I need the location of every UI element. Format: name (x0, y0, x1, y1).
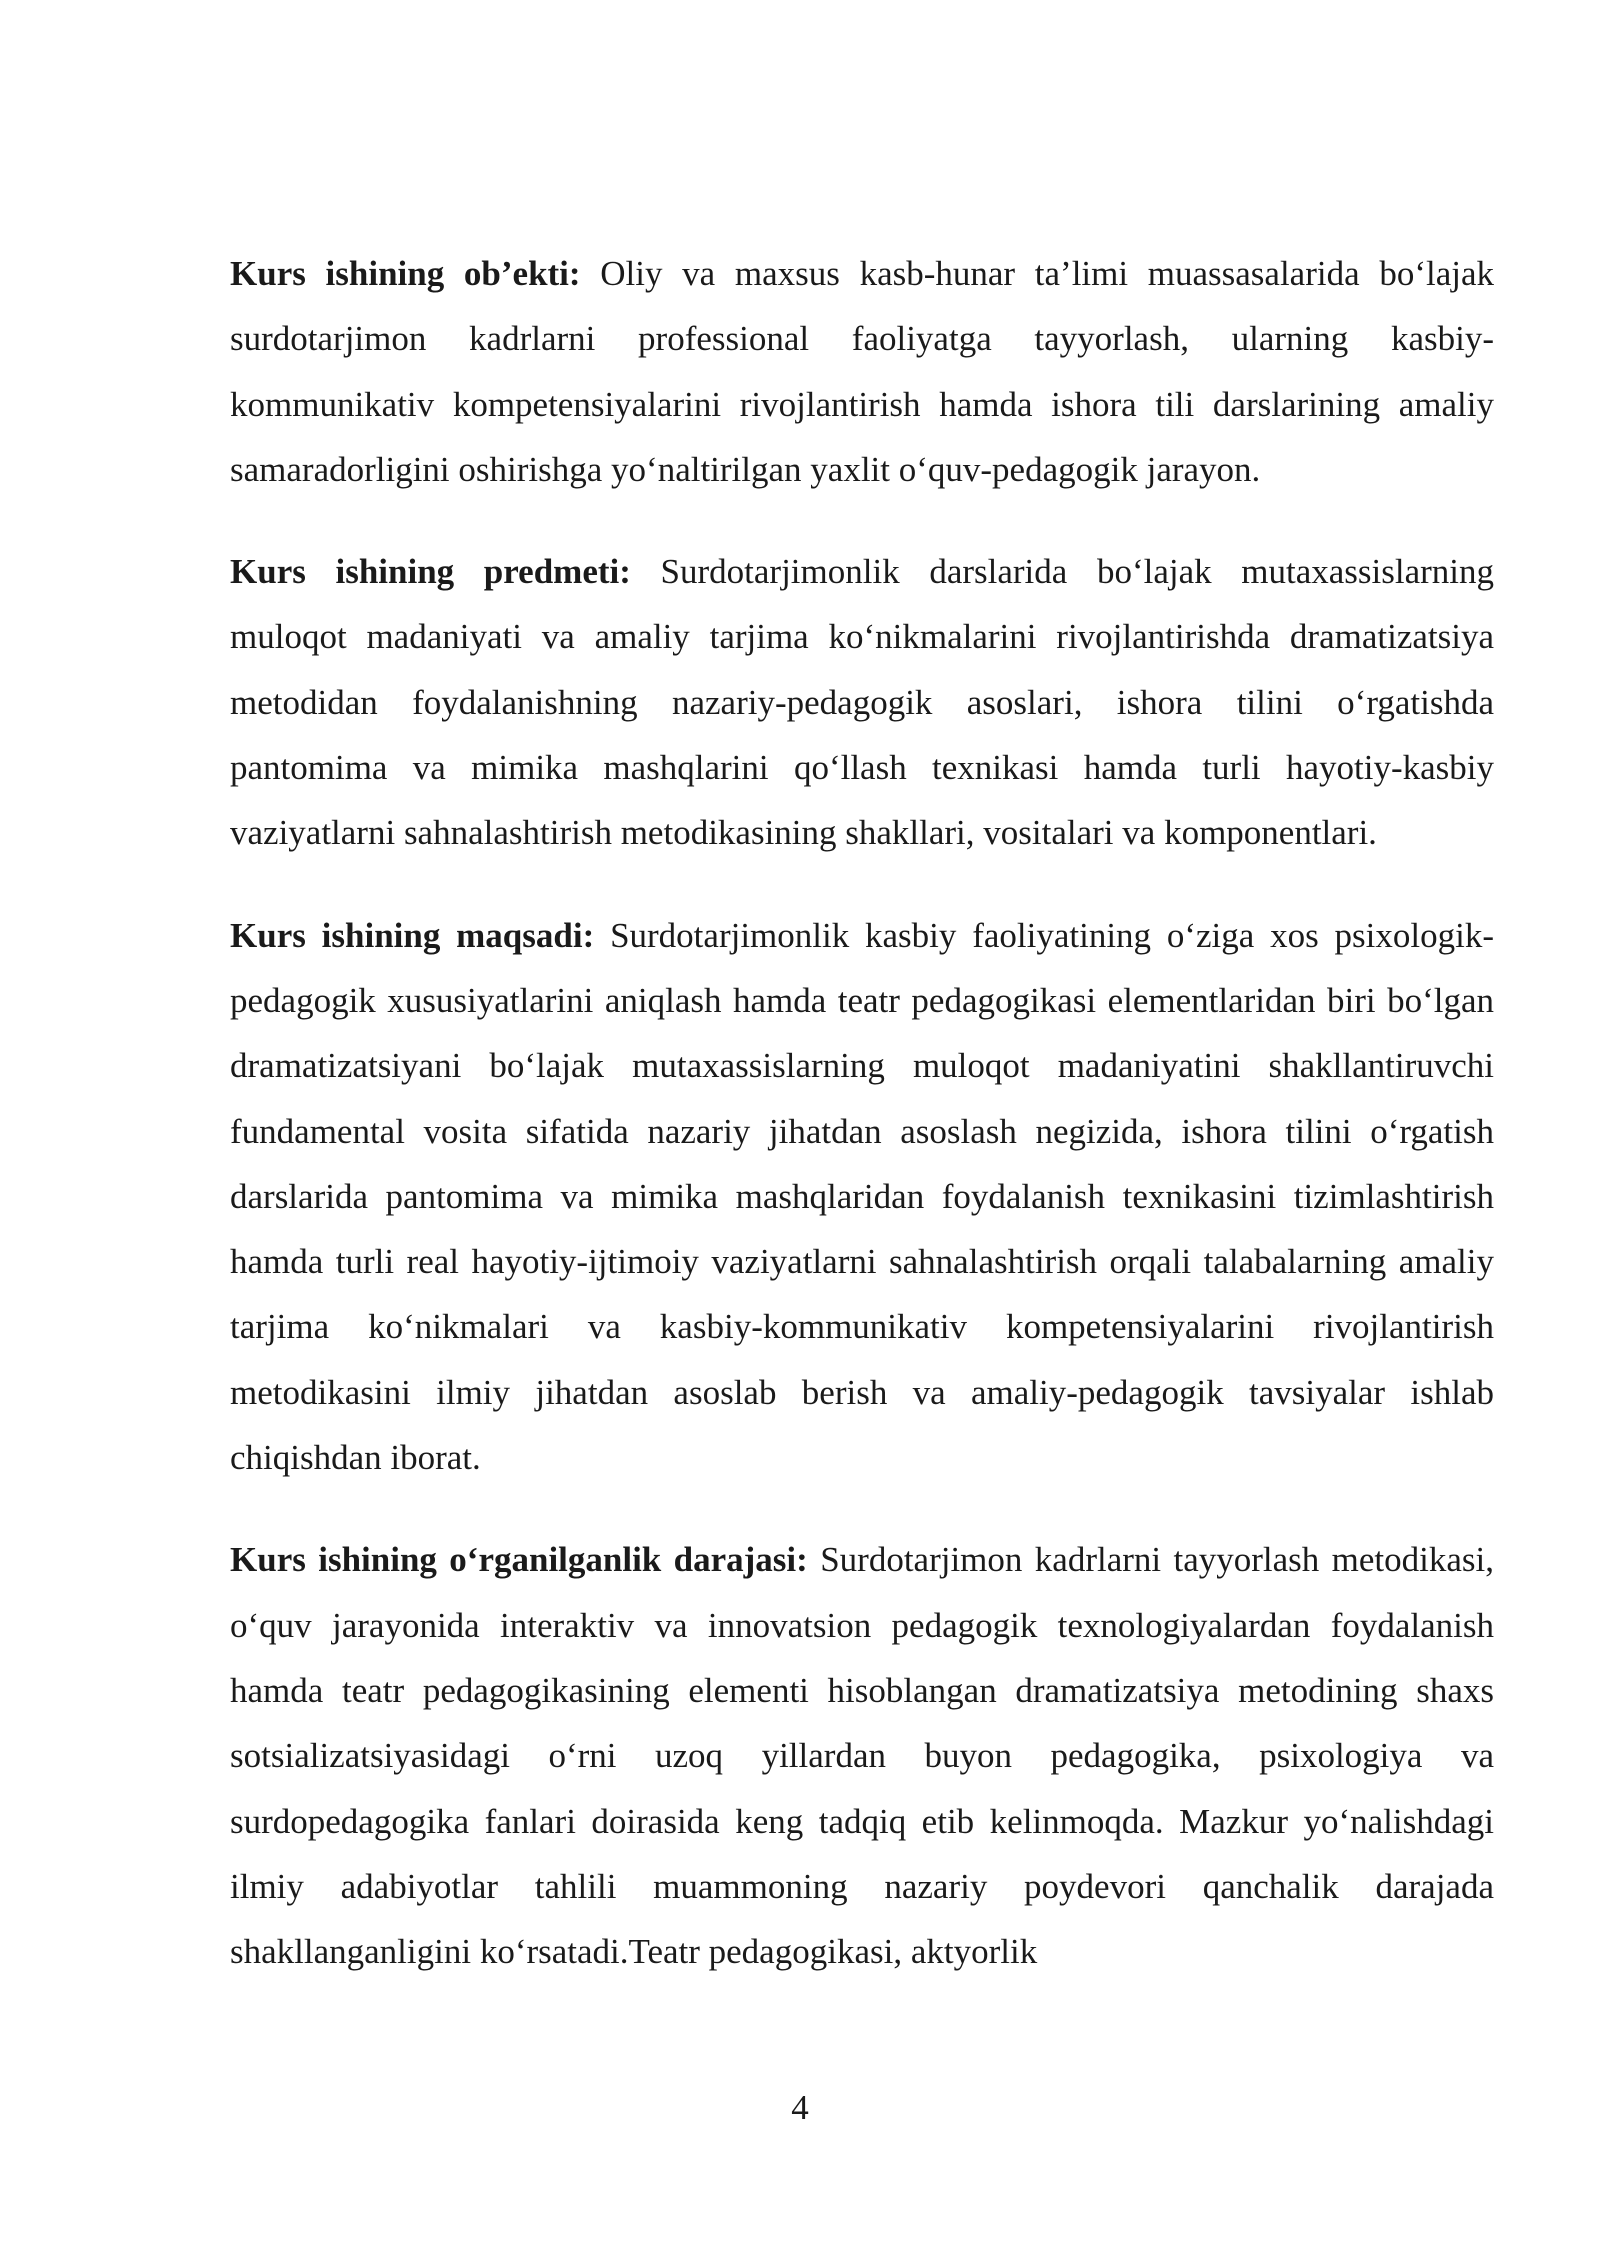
paragraph-text: Oliy va maxsus kasb-hunar ta’limi muassasalarida bo‘lajak surdotarjimon kadrlarni professional faoliyatga tayyorlash, ularning kasbiy-kommunikativ kompetensiyalarini rivojlantirish hamda ishora tili darslarining amaliy samaradorligini oshirishga yo‘naltirilgan yaxlit o‘quv-pedagogik jarayon. (230, 254, 1494, 489)
paragraph-heading: Kurs ishining ob’ekti: (230, 254, 581, 293)
page-number: 4 (791, 2088, 809, 2127)
paragraph-heading: Kurs ishining o‘rganilganlik darajasi: (230, 1540, 808, 1580)
paragraph-text: Surdotarjimonlik darslarida bo‘lajak mutaxassislarning muloqot madaniyati va amaliy tarjima ko‘nikmalarini rivojlantirishda dramatizatsiya metodidan foydalanishning nazariy-pedagogik asoslari, ishora tilini o‘rgatishda pantomima va mimika mashqlarini qo‘llash texnikasi hamda turli hayotiy-kasbiy vaziyatlarni sahnalashtirish metodikasining shakllari, vositalari va komponentlari. (230, 552, 1494, 853)
paragraph-text: Surdotarjimon kadrlarni tayyorlash metodikasi, o‘quv jarayonida interaktiv va innovatsion pedagogik texnologiyalardan foydalanish hamda teatr pedagogikasining elementi hisoblangan dramatizatsiya metodining shaxs sotsializatsiyasidagi o‘rni uzoq yillardan buyon pedagogika, psixologiya va surdopedagogika fanlari doirasida keng tadqiq etib kelinmoqda. Mazkur yo‘nalishdagi ilmiy adabiyotlar tahlili muammoning nazariy poydevori qanchalik darajada shakllanganligini ko‘rsatadi.Teatr pedagogikasi, aktyorlik (230, 1540, 1495, 1972)
paragraph-study-level (230, 1527, 1494, 1984)
paragraph-heading: Kurs ishining predmeti: (230, 552, 631, 592)
paragraph-heading: Kurs ishining maqsadi: (230, 915, 595, 955)
page-body (230, 241, 1494, 2021)
paragraph-subject (230, 539, 1494, 865)
paragraph-object (230, 241, 1494, 502)
paragraph-text: Surdotarjimonlik kasbiy faoliyatining o‘ziga xos psixologik-pedagogik xususiyatlarini aniqlash hamda teatr pedagogikasi elementlaridan biri bo‘lgan dramatizatsiyani bo‘lajak mutaxassislarning muloqot madaniyatini shakllantiruvchi fundamental vosita sifatida nazariy jihatdan asoslash negizida, ishora tilini o‘rgatish darslarida pantomima va mimika mashqlaridan foydalanish texnikasini tizimlashtirish hamda turli real hayotiy-ijtimoiy vaziyatlarni sahnalashtirish orqali talabalarning amaliy tarjima ko‘nikmalari va kasbiy-kommunikativ kompetensiyalarini rivojlantirish metodikasini ilmiy jihatdan asoslab berish va amaliy-pedagogik tavsiyalar ishlab chiqishdan iborat. (230, 915, 1495, 1478)
paragraph-goal (230, 903, 1494, 1491)
